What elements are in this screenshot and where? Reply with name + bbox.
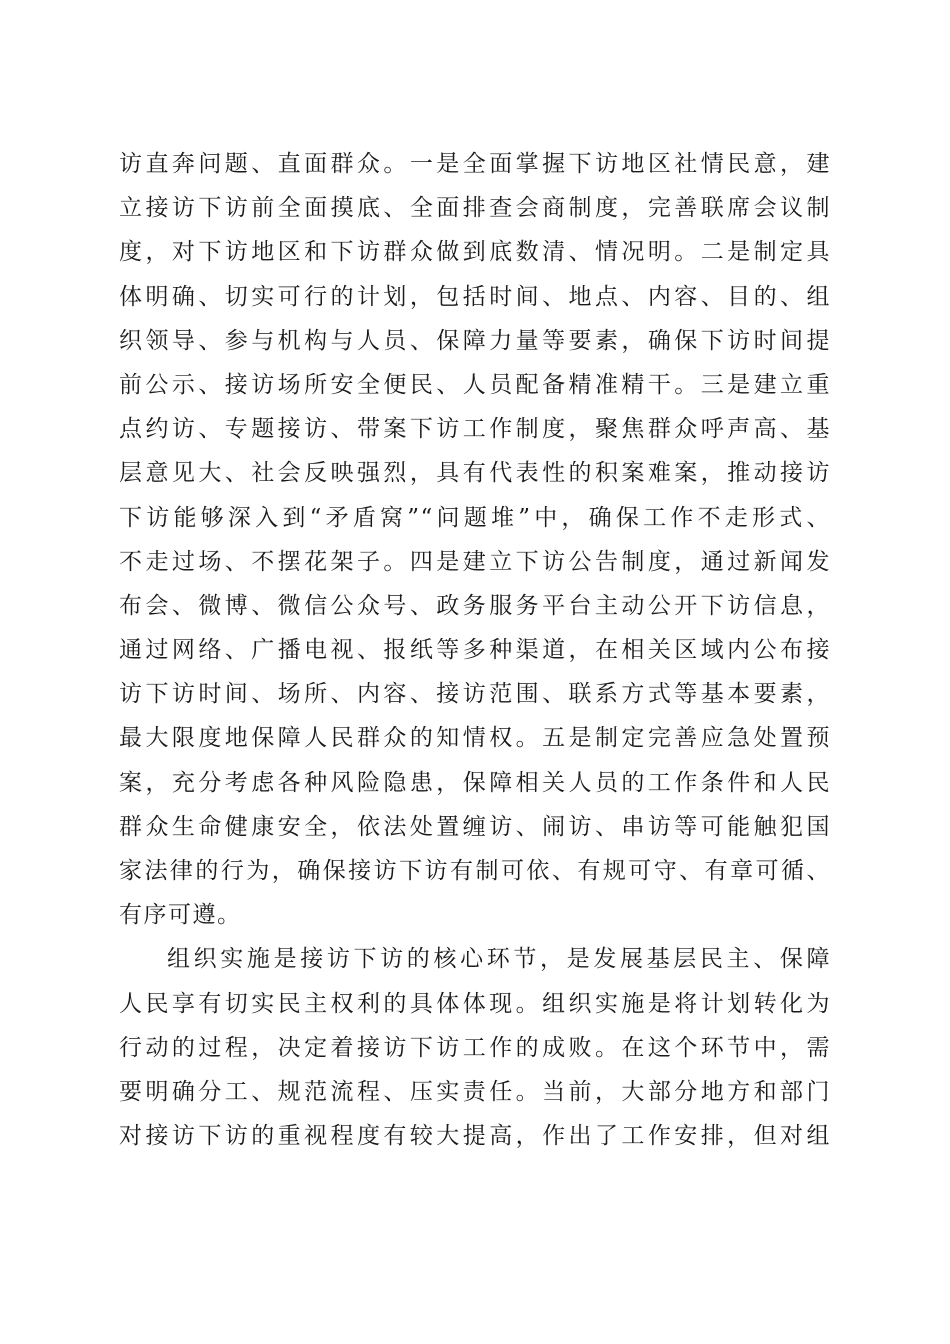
text-line-last: 有序可遵。 xyxy=(119,902,242,929)
text-line: 群众生命健康安全，依法处置缠访、闹访、串访等可能触犯国 xyxy=(119,813,831,840)
paragraph-2 xyxy=(119,937,831,1158)
text-line: 人民享有切实民主权利的具体体现。组织实施是将计划转化为 xyxy=(119,990,831,1017)
text-line: 对接访下访的重视程度有较大提高，作出了工作安排，但对组 xyxy=(119,1123,831,1150)
text-line: 度，对下访地区和下访群众做到底数清、情况明。二是制定具 xyxy=(119,239,831,266)
text-line: 最大限度地保障人民群众的知情权。五是制定完善应急处置预 xyxy=(119,725,831,752)
paragraph-1 xyxy=(119,142,831,937)
text-line: 立接访下访前全面摸底、全面排查会商制度，完善联席会议制 xyxy=(119,195,831,222)
text-line: 下访能够深入到“矛盾窝”“问题堆”中，确保工作不走形式、 xyxy=(119,504,831,531)
text-line: 前公示、接访场所安全便民、人员配备精准精干。三是建立重 xyxy=(119,371,831,398)
text-line: 织领导、参与机构与人员、保障力量等要素，确保下访时间提 xyxy=(119,327,831,354)
text-line: 点约访、专题接访、带案下访工作制度，聚焦群众呼声高、基 xyxy=(119,416,831,443)
text-line: 行动的过程，决定着接访下访工作的成败。在这个环节中，需 xyxy=(119,1034,831,1061)
text-line-first: 组织实施是接访下访的核心环节，是发展基层民主、保障 xyxy=(167,946,831,973)
text-line: 不走过场、不摆花架子。四是建立下访公告制度，通过新闻发 xyxy=(119,548,831,575)
text-line: 通过网络、广播电视、报纸等多种渠道，在相关区域内公布接 xyxy=(119,637,831,664)
text-line: 访直奔问题、直面群众。一是全面掌握下访地区社情民意，建 xyxy=(119,151,831,177)
text-line: 布会、微博、微信公众号、政务服务平台主动公开下访信息， xyxy=(119,592,831,619)
text-line: 家法律的行为，确保接访下访有制可依、有规可守、有章可循、 xyxy=(119,858,831,884)
text-line: 体明确、切实可行的计划，包括时间、地点、内容、目的、组 xyxy=(119,283,831,310)
body-text xyxy=(119,142,831,1158)
text-line: 要明确分工、规范流程、压实责任。当前，大部分地方和部门 xyxy=(119,1078,831,1105)
text-line: 案，充分考虑各种风险隐患，保障相关人员的工作条件和人民 xyxy=(119,769,831,796)
text-line: 层意见大、社会反映强烈，具有代表性的积案难案，推动接访 xyxy=(119,460,831,487)
text-line: 访下访时间、场所、内容、接访范围、联系方式等基本要素， xyxy=(119,681,831,708)
